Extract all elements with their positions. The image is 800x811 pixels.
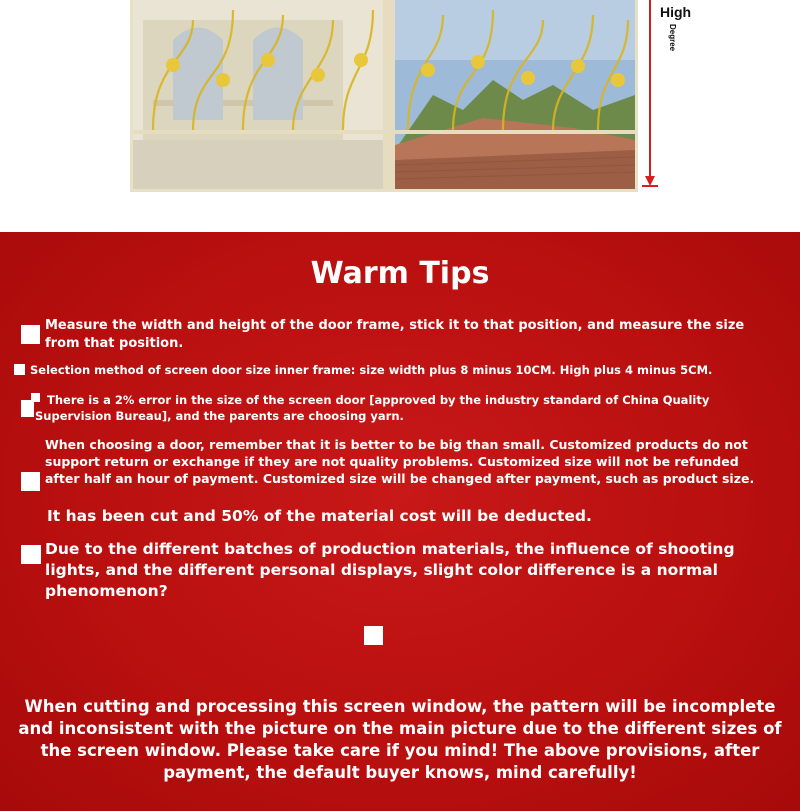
tip-item-color-difference: Due to the different batches of production materials, the influence of shooting lights, and the different personal displays, slight color difference is a normal phenomenon? (45, 540, 735, 600)
tip-item-size-method: Selection method of screen door size inner frame: size width plus 8 minus 10CM. High plus 4 minus 5CM. (30, 363, 713, 377)
warm-tips-panel (0, 232, 800, 811)
screen-door-photo (130, 0, 638, 192)
height-label: High (660, 4, 692, 20)
tips-title: Warm Tips (310, 256, 490, 291)
height-sublabel: Degree (668, 24, 677, 52)
checkbox-icon (21, 472, 40, 491)
tip-item-error-margin: There is a 2% error in the size of the screen door [approved by the industry standard of China Quality Supervision Bureau], and the parents are choosing yarn. (35, 393, 710, 423)
checkbox-icon (14, 364, 25, 375)
tip-item-cutting-cost: It has been cut and 50% of the material cost will be deducted. (47, 507, 592, 525)
product-photo-section (0, 0, 800, 232)
tip-item-customization: When choosing a door, remember that it is better to be big than small. Customized products do not support return or exchange if they are not quality problems. Customized size will not be refunded after half an hour of payment. Customized size will be changed after payment, such as product size. (45, 437, 755, 486)
checkbox-icon (21, 325, 40, 344)
checkbox-icon (364, 626, 383, 645)
checkbox-icon (21, 545, 41, 564)
tip-item-measure: Measure the width and height of the door frame, stick it to that position, and measure the size from that position. (45, 318, 745, 351)
closing-notice: When cutting and processing this screen window, the pattern will be incomplete and inconsistent with the picture on the main picture due to the different sizes of the screen window. Please take care if you mind! The above provisions, after payment, the default buyer knows, mind carefully! (18, 697, 782, 782)
checkbox-icon (21, 400, 34, 417)
